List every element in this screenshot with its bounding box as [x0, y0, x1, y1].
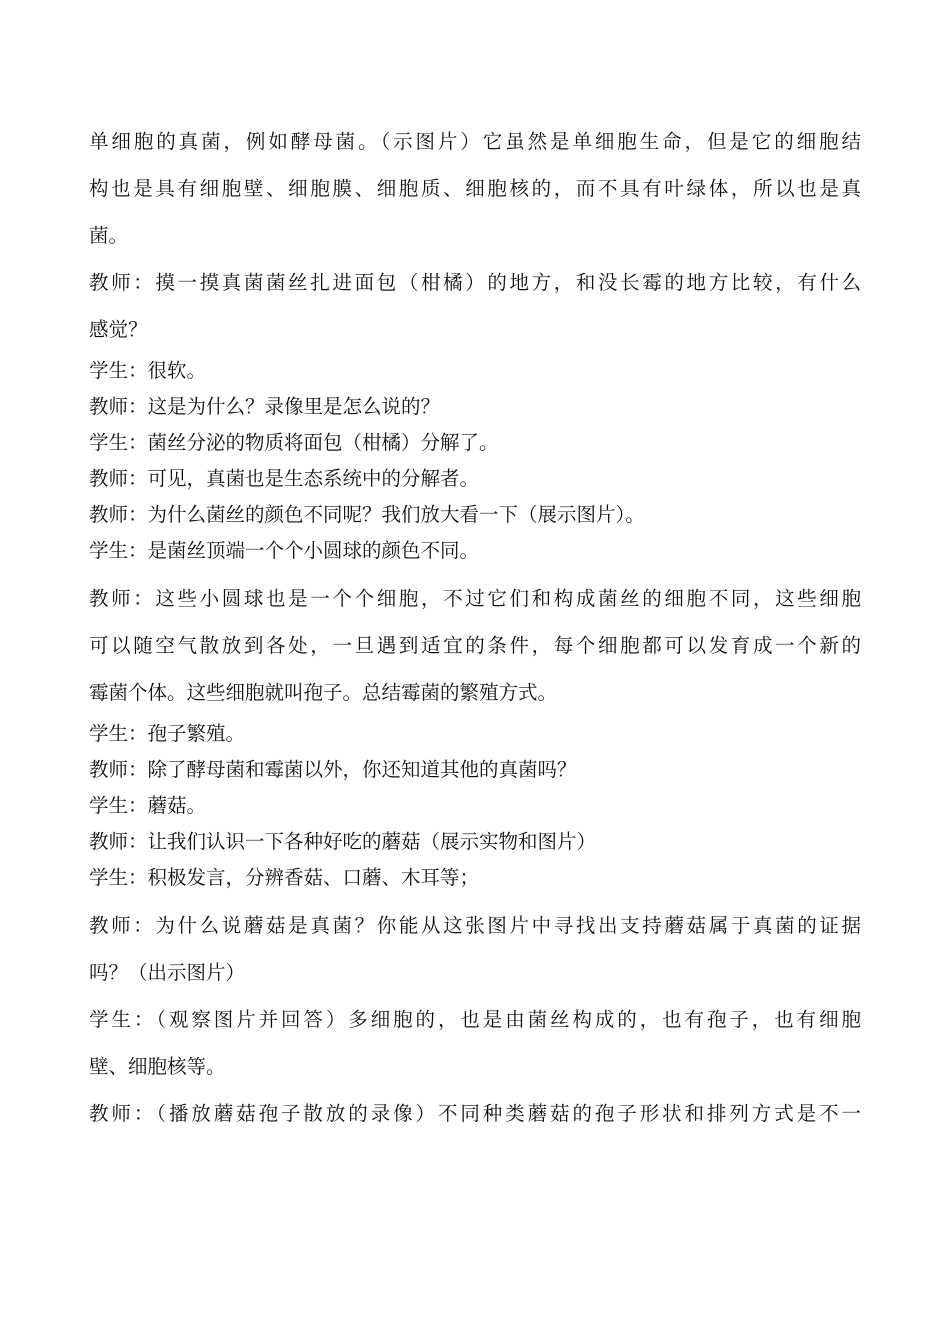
text-line: 学生：积极发言，分辨香菇、口蘑、木耳等； — [89, 866, 480, 889]
text-line: 构也是具有细胞壁、细胞膜、细胞质、细胞核的，而不具有叶绿体，所以也是真 — [89, 177, 861, 200]
text-line: 单细胞的真菌，例如酵母菌。（示图片）它虽然是单细胞生命，但是它的细胞结 — [89, 130, 861, 153]
text-line: 教师：为什么说蘑菇是真菌？你能从这张图片中寻找出支持蘑菇属于真菌的证据 — [89, 914, 861, 937]
text-line: 学生：（观察图片并回答）多细胞的，也是由菌丝构成的，也有孢子，也有细胞 — [89, 1008, 861, 1031]
text-line: 可以随空气散放到各处，一旦遇到适宜的条件，每个细胞都可以发育成一个新的 — [89, 634, 861, 657]
text-line: 教师：除了酵母菌和霉菌以外，你还知道其他的真菌吗？ — [89, 758, 577, 781]
text-line: 霉菌个体。这些细胞就叫孢子。总结霉菌的繁殖方式。 — [89, 681, 558, 704]
text-line: 壁、细胞核等。 — [89, 1055, 226, 1078]
text-line: 学生：孢子繁殖。 — [89, 722, 246, 745]
text-line: 学生：蘑菇。 — [89, 794, 207, 817]
text-line: 学生：菌丝分泌的物质将面包（柑橘）分解了。 — [89, 431, 499, 454]
text-line: 教师：（播放蘑菇孢子散放的录像）不同种类蘑菇的孢子形状和排列方式是不一 — [89, 1102, 861, 1125]
text-line: 菌。 — [89, 224, 129, 247]
text-line: 教师：可见，真菌也是生态系统中的分解者。 — [89, 467, 480, 490]
text-line: 教师：为什么菌丝的颜色不同呢？我们放大看一下（展示图片）。 — [89, 503, 645, 526]
text-line: 感觉？ — [89, 318, 148, 341]
text-line: 教师：这是为什么？录像里是怎么说的？ — [89, 395, 441, 418]
text-line: 学生：很软。 — [89, 359, 207, 382]
text-line: 教师：这些小圆球也是一个个细胞，不过它们和构成菌丝的细胞不同，这些细胞 — [89, 587, 861, 610]
text-line: 吗？（出示图片） — [89, 961, 246, 984]
text-line: 教师：让我们认识一下各种好吃的蘑菇（展示实物和图片） — [89, 830, 597, 853]
document-body — [89, 118, 861, 1137]
text-line: 学生：是菌丝顶端一个个小圆球的颜色不同。 — [89, 539, 480, 562]
text-line: 教师：摸一摸真菌菌丝扎进面包（柑橘）的地方，和没长霉的地方比较，有什么 — [89, 271, 861, 294]
